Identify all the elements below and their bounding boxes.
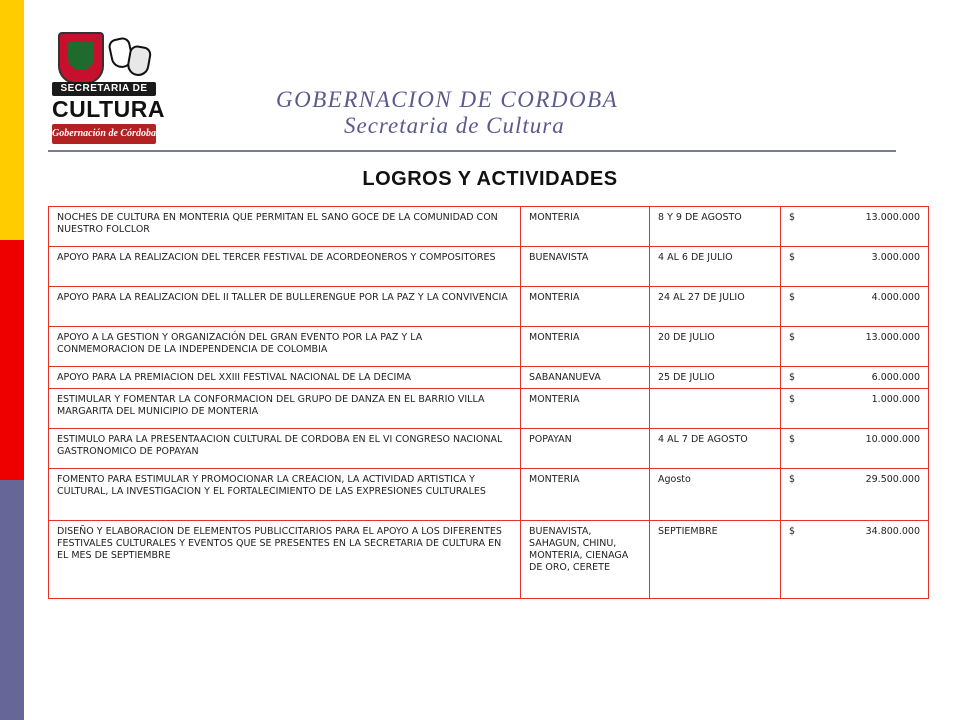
table-row [49,247,929,287]
table-row [49,429,929,469]
activity-date: 4 AL 6 DE JULIO [650,247,781,287]
amount-value: 6.000.000 [871,372,920,383]
currency-symbol: $ [789,526,796,537]
activity-amount [781,429,929,469]
activity-amount [781,207,929,247]
currency-symbol: $ [789,332,796,343]
activity-place: SABANANUEVA [521,367,650,389]
activity-place: MONTERIA [521,327,650,367]
activity-amount [781,521,929,599]
header-subtitle: Secretaria de Cultura [344,113,565,138]
table-row [49,389,929,429]
amount-value: 34.800.000 [865,526,920,537]
activity-date: SEPTIEMBRE [650,521,781,599]
activity-description: ESTIMULO PARA LA PRESENTAACION CULTURAL DE CORDOBA EN EL VI CONGRESO NACIONAL GASTRONOMICO DE POPAYAN [49,429,521,469]
table-row [49,207,929,247]
activity-amount [781,469,929,521]
activity-place: MONTERIA [521,469,650,521]
activities-table-body [49,207,929,599]
activity-date: 24 AL 27 DE JULIO [650,287,781,327]
amount-value: 10.000.000 [865,434,920,445]
header-title: GOBERNACION DE CORDOBA [276,87,619,112]
table-row [49,287,929,327]
currency-symbol: $ [789,394,796,405]
activity-amount [781,247,929,287]
activity-description: FOMENTO PARA ESTIMULAR Y PROMOCIONAR LA CREACION, LA ACTIVIDAD ARTISTICA Y CULTURAL, LA INVESTIGACION Y EL FORTALECIMIENTO DE LAS EXPRESIONES CULTURALES [49,469,521,521]
logo-ribbon-text: SECRETARIA DE [52,82,156,96]
currency-symbol: $ [789,474,796,485]
logo-bottom-text: Gobernación de Córdoba [52,124,156,144]
activity-amount [781,367,929,389]
activity-amount [781,389,929,429]
activity-date [650,389,781,429]
activity-description: ESTIMULAR Y FOMENTAR LA CONFORMACION DEL GRUPO DE DANZA EN EL BARRIO VILLA MARGARITA DEL MUNICIPIO DE MONTERIA [49,389,521,429]
theater-masks-icon [108,34,152,80]
amount-value: 3.000.000 [871,252,920,263]
table-row [49,469,929,521]
activity-place: BUENAVISTA, SAHAGUN, CHINU, MONTERIA, CIENAGA DE ORO, CERETE [521,521,650,599]
activity-place: MONTERIA [521,207,650,247]
activity-amount [781,287,929,327]
currency-symbol: $ [789,252,796,263]
currency-symbol: $ [789,212,796,223]
amount-value: 4.000.000 [871,292,920,303]
table-row [49,327,929,367]
amount-value: 29.500.000 [865,474,920,485]
currency-symbol: $ [789,372,796,383]
activity-date: Agosto [650,469,781,521]
activity-description: DISEÑO Y ELABORACION DE ELEMENTOS PUBLICCITARIOS PARA EL APOYO A LOS DIFERENTES FESTIVALES CULTURALES Y EVENTOS QUE SE PRESENTES EN LA SECRETARIA DE CULTURA EN EL MES DE SEPTIEMBRE [49,521,521,599]
activity-description: NOCHES DE CULTURA EN MONTERIA QUE PERMITAN EL SANO GOCE DE LA COMUNIDAD CON NUESTRO FOLCLOR [49,207,521,247]
activity-description: APOYO A LA GESTION Y ORGANIZACIÓN DEL GRAN EVENTO POR LA PAZ Y LA CONMEMORACION DE LA INDEPENDENCIA DE COLOMBIA [49,327,521,367]
activity-date: 4 AL 7 DE AGOSTO [650,429,781,469]
logo-main-text: CULTURA [52,96,165,122]
amount-value: 13.000.000 [865,332,920,343]
activity-place: POPAYAN [521,429,650,469]
amount-value: 1.000.000 [871,394,920,405]
sidebar-stripe-blue [0,480,24,720]
shield-icon [58,32,104,84]
sidebar-stripe-red [0,240,24,480]
currency-symbol: $ [789,434,796,445]
secretaria-cultura-logo [52,28,165,146]
currency-symbol: $ [789,292,796,303]
table-row [49,367,929,389]
activity-description: APOYO PARA LA PREMIACION DEL XXIII FESTIVAL NACIONAL DE LA DECIMA [49,367,521,389]
amount-value: 13.000.000 [865,212,920,223]
activity-amount [781,327,929,367]
header-divider [48,150,896,152]
activity-date: 8 Y 9 DE AGOSTO [650,207,781,247]
activity-description: APOYO PARA LA REALIZACION DEL TERCER FESTIVAL DE ACORDEONEROS Y COMPOSITORES [49,247,521,287]
section-title: LOGROS Y ACTIVIDADES [362,168,618,190]
activity-date: 25 DE JULIO [650,367,781,389]
table-row [49,521,929,599]
sidebar-stripe-yellow [0,0,24,240]
activity-place: MONTERIA [521,389,650,429]
activities-table [48,206,929,599]
activity-place: MONTERIA [521,287,650,327]
activity-place: BUENAVISTA [521,247,650,287]
activity-description: APOYO PARA LA REALIZACION DEL II TALLER DE BULLERENGUE POR LA PAZ Y LA CONVIVENCIA [49,287,521,327]
logo-emblem [52,28,156,84]
activity-date: 20 DE JULIO [650,327,781,367]
